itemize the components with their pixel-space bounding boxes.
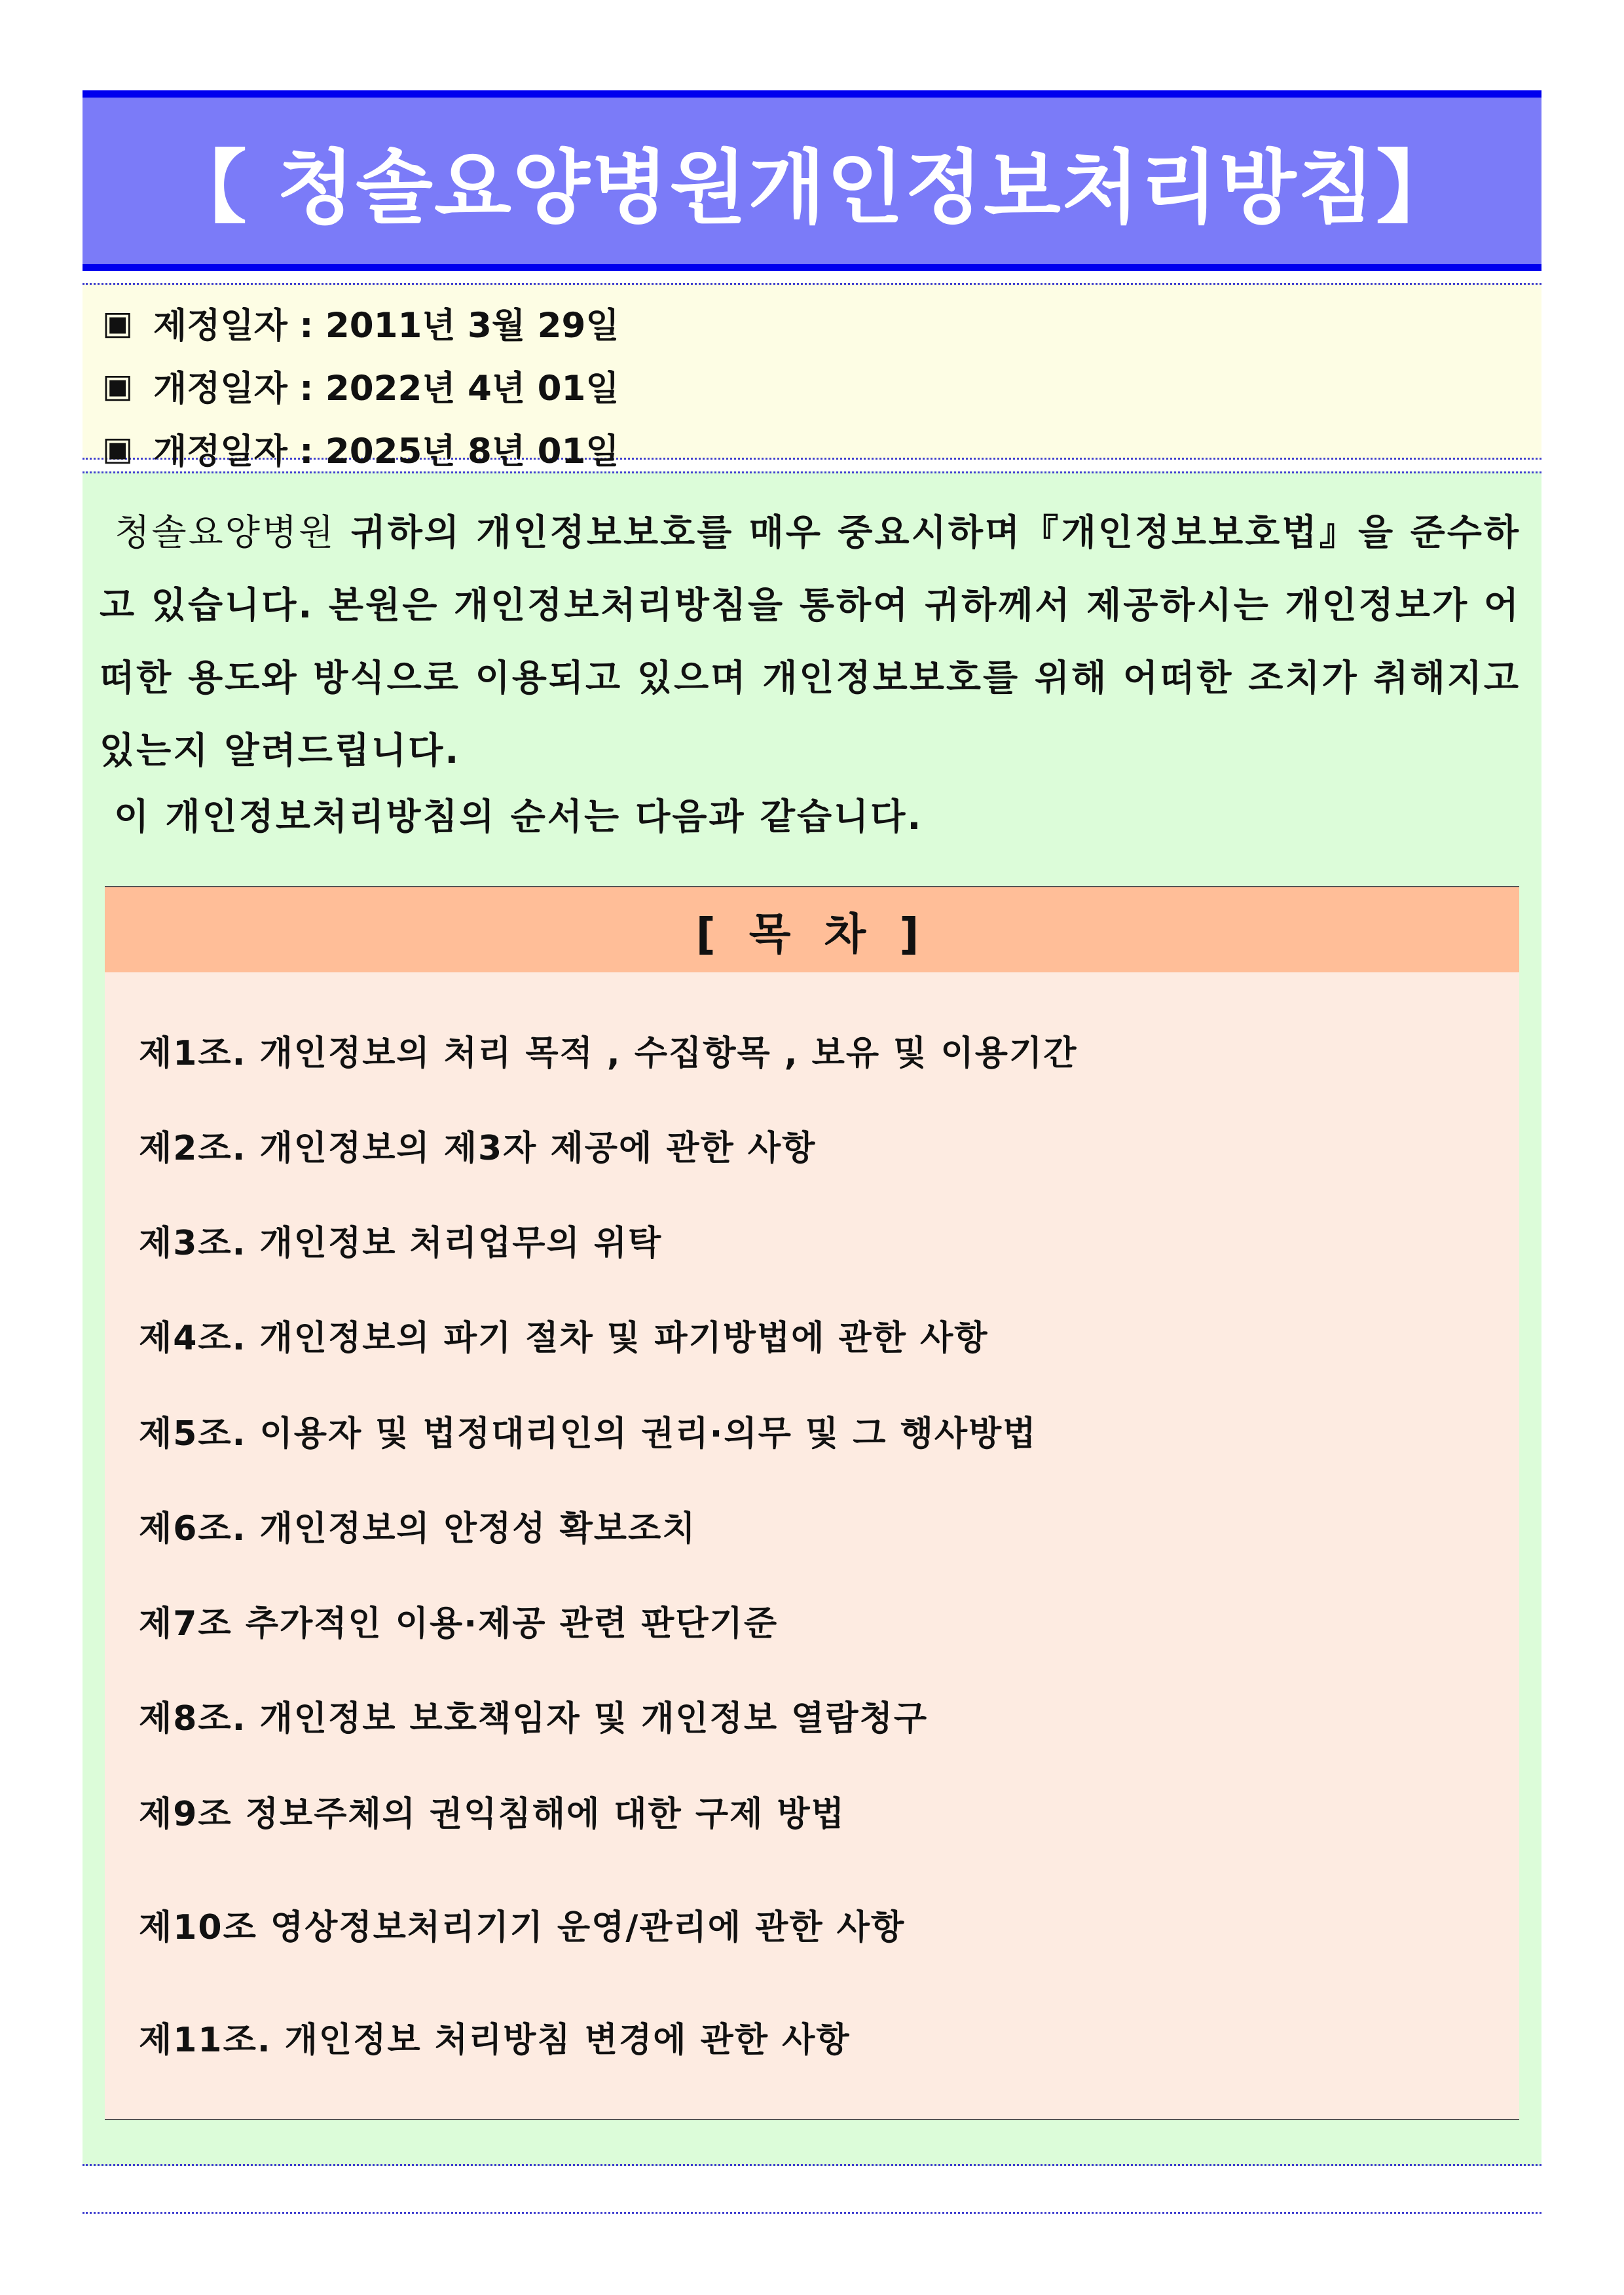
enactment-date	[102, 291, 1541, 354]
intro-paragraph	[100, 496, 1521, 787]
title-banner	[83, 90, 1541, 271]
revision-date	[102, 417, 1541, 480]
bottom-divider	[83, 2212, 1541, 2214]
square-bullet-icon: ▣	[102, 430, 134, 468]
toc-item-8: 제8조. 개인정보 보호책임자 및 개인정보 열람청구	[139, 1699, 929, 1738]
intro-text: 귀하의 개인정보보호를 매우 중요시하며『개인정보보호법』을 준수하고 있습니다. 본원은 개인정보처리방침을 통하여 귀하께서 제공하시는 개인정보가 어떠한 용도와 방식으로 이용되고 있으며 개인정보보호를 위해 어떠한 조치가 취해지고 있는지 알려드립니다.	[100, 511, 1521, 771]
toc-item-2: 제2조. 개인정보의 제3자 제공에 관한 사항	[139, 1129, 817, 1168]
order-sentence	[100, 788, 1521, 839]
toc-item-7: 제7조 추가적인 이용·제공 관련 판단기준	[139, 1604, 779, 1643]
square-bullet-icon: ▣	[102, 367, 134, 405]
toc-item-3: 제3조. 개인정보 처리업무의 위탁	[139, 1224, 663, 1263]
table-of-contents	[105, 886, 1519, 2120]
revision-date	[102, 354, 1541, 417]
date-text: 개정일자 : 2022년 4년 01일	[153, 369, 619, 409]
toc-item-4: 제4조. 개인정보의 파기 절차 및 파기방법에 관한 사항	[139, 1319, 989, 1358]
dates-panel	[83, 283, 1541, 471]
toc-item-9: 제9조 정보주체의 권익침해에 대한 구제 방법	[139, 1795, 845, 1834]
date-text: 개정일자 : 2025년 8년 01일	[153, 431, 619, 471]
toc-header: [ 목 차 ]	[105, 887, 1519, 972]
toc-item-11: 제11조. 개인정보 처리방침 변경에 관한 사항	[139, 2021, 851, 2060]
square-bullet-icon: ▣	[102, 304, 134, 342]
toc-item-6: 제6조. 개인정보의 안정성 확보조치	[139, 1509, 697, 1549]
date-text: 제정일자 : 2011년 3월 29일	[153, 306, 619, 346]
toc-item-5: 제5조. 이용자 및 법정대리인의 권리·의무 및 그 행사방법	[139, 1414, 1037, 1454]
order-text: 이 개인정보처리방침의 순서는 다음과 같습니다.	[114, 796, 923, 837]
page-title: 【 청솔요양병원개인정보처리방침】	[166, 141, 1458, 234]
main-panel	[83, 471, 1541, 2166]
toc-item-10: 제10조 영상정보처리기기 운영/관리에 관한 사항	[139, 1908, 906, 1947]
toc-item-1: 제1조. 개인정보의 처리 목적 , 수집항목 , 보유 및 이용기간	[139, 1034, 1078, 1073]
hospital-name: 청솔요양병원	[115, 511, 336, 553]
